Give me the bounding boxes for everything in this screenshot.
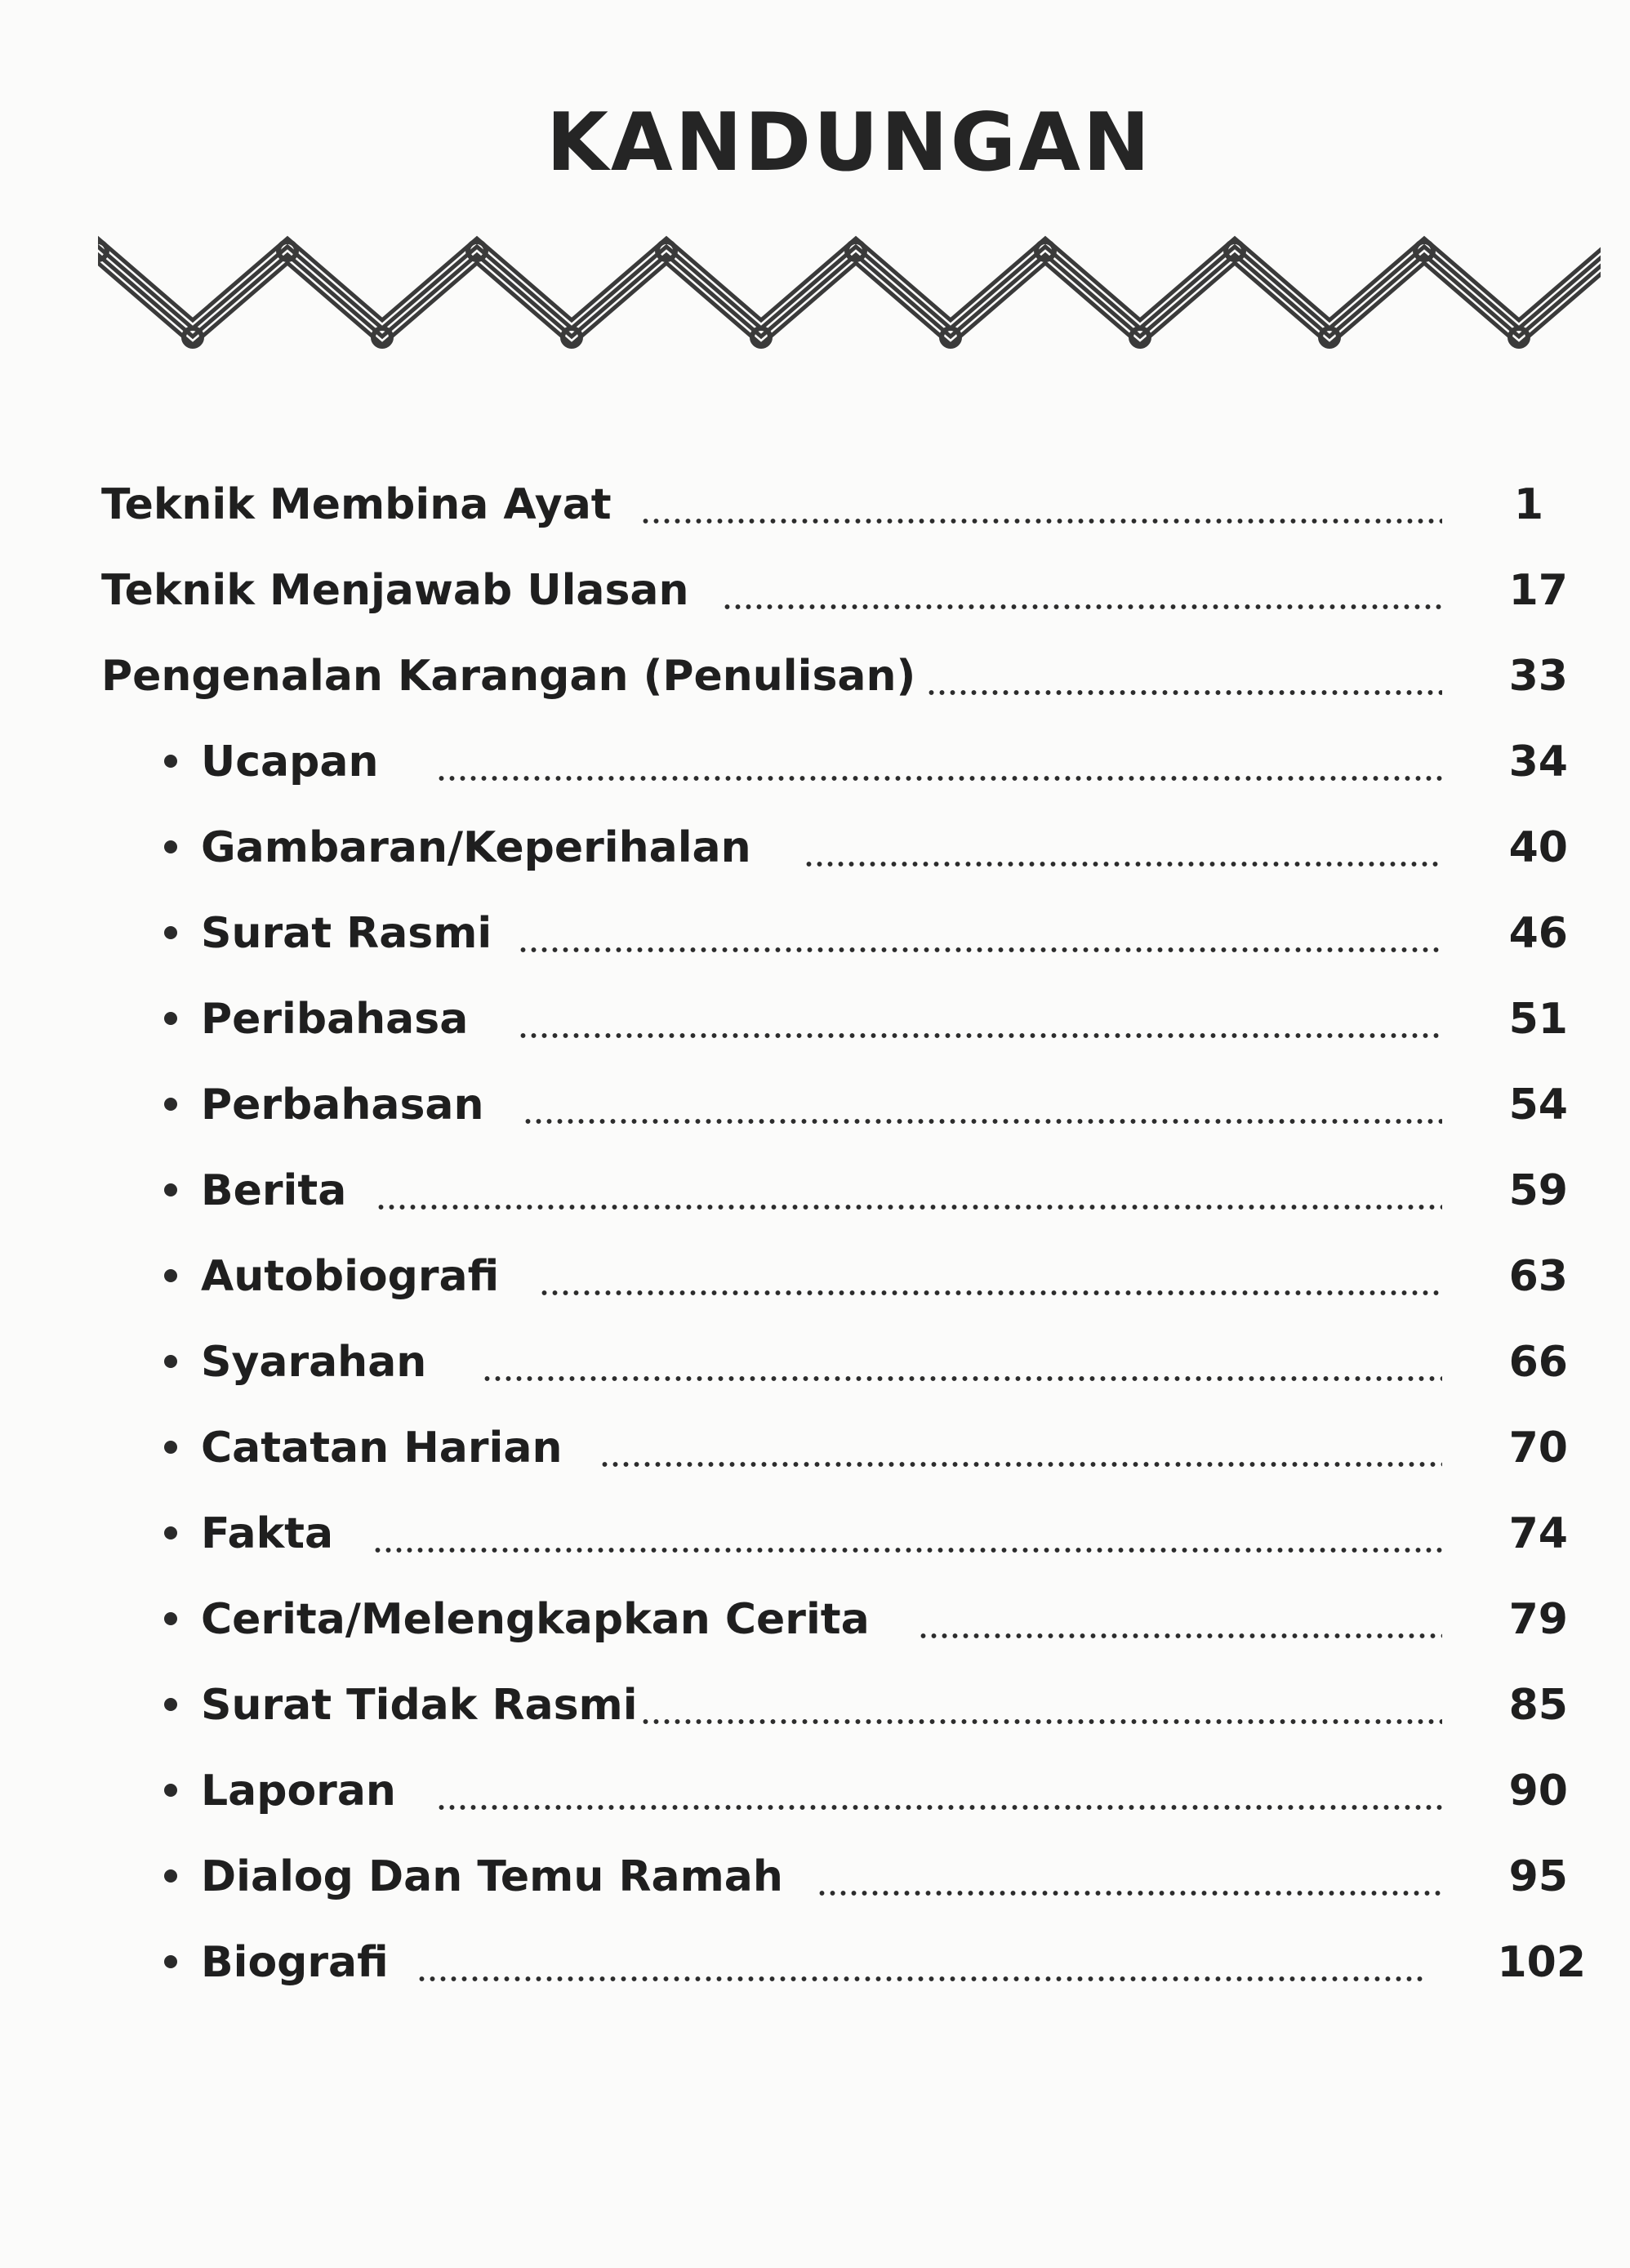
dot-leader [640, 518, 1442, 524]
bullet-icon [164, 755, 177, 768]
toc-entry-title: Perbahasan [201, 1081, 484, 1130]
bullet-icon [164, 1698, 177, 1711]
toc-entry-title: Teknik Menjawab Ulasan [101, 566, 689, 615]
dot-leader [482, 1375, 1442, 1382]
toc-entry[interactable] [201, 815, 751, 880]
dot-leader [436, 775, 1442, 782]
bullet-icon [164, 1012, 177, 1025]
toc-page-number: 70 [1508, 1424, 1568, 1473]
toc-entry-title: Berita [201, 1166, 347, 1215]
toc-page-number: 95 [1508, 1852, 1568, 1901]
bullet-icon [164, 1526, 177, 1539]
toc-page-number: 90 [1508, 1767, 1568, 1816]
dot-leader [599, 1461, 1442, 1468]
page-title: KANDUNGAN [546, 96, 1153, 189]
toc-page-number: 74 [1508, 1509, 1568, 1558]
bullet-icon [164, 1612, 177, 1625]
toc-page-number: 79 [1508, 1595, 1568, 1644]
toc-entry[interactable] [201, 1415, 562, 1481]
toc-page-number: 17 [1508, 566, 1568, 615]
dot-leader [372, 1547, 1442, 1553]
toc-entry-title: Dialog Dan Temu Ramah [201, 1852, 783, 1901]
dot-leader [722, 604, 1442, 610]
toc-entry-title: Surat Tidak Rasmi [201, 1681, 638, 1730]
toc-page-number: 102 [1497, 1938, 1586, 1987]
toc-entry-title: Peribahasa [201, 995, 469, 1044]
toc-entry-title: Biografi [201, 1938, 389, 1987]
bullet-icon [164, 1955, 177, 1968]
dot-leader [539, 1290, 1442, 1296]
toc-page-number: 63 [1508, 1252, 1568, 1301]
toc-entry-title: Teknik Membina Ayat [101, 480, 612, 529]
toc-entry[interactable] [201, 1072, 484, 1138]
toc-entry[interactable] [201, 1758, 396, 1824]
toc-page-number: 54 [1508, 1081, 1568, 1130]
toc-page-number: 33 [1508, 652, 1568, 701]
toc-entry[interactable] [201, 1930, 389, 1995]
toc-entry[interactable] [101, 472, 612, 537]
toc-entry[interactable] [201, 987, 468, 1052]
dot-leader [817, 1890, 1442, 1896]
toc-entry[interactable] [201, 729, 378, 795]
dot-leader [523, 1118, 1442, 1125]
toc-entry-title: Gambaran/Keperihalan [201, 823, 751, 872]
toc-entry-title: Ucapan [201, 737, 379, 786]
dot-leader [804, 861, 1442, 867]
toc-page-number: 66 [1508, 1338, 1568, 1387]
dot-leader [416, 1976, 1426, 1982]
toc-page-number: 40 [1508, 823, 1568, 872]
dot-leader [518, 1032, 1442, 1039]
toc-page-number: 34 [1508, 737, 1568, 786]
toc-entry[interactable] [201, 1501, 333, 1566]
toc-entry-title: Laporan [201, 1767, 396, 1816]
bullet-icon [164, 1441, 177, 1454]
toc-entry-title: Surat Rasmi [201, 909, 492, 958]
toc-entry[interactable] [201, 1844, 783, 1909]
bullet-icon [164, 840, 177, 853]
toc-entry-title: Cerita/Melengkapkan Cerita [201, 1595, 870, 1644]
toc-entry-title: Catatan Harian [201, 1424, 563, 1473]
toc-entry-title: Pengenalan Karangan (Penulisan) [101, 652, 916, 701]
toc-entry[interactable] [201, 901, 492, 966]
toc-page-number: 59 [1508, 1166, 1568, 1215]
bullet-icon [164, 1098, 177, 1111]
bullet-icon [164, 1869, 177, 1883]
dot-leader [436, 1804, 1442, 1811]
toc-entry[interactable] [201, 1587, 870, 1652]
bullet-icon [164, 1355, 177, 1368]
toc-entry[interactable] [201, 1244, 499, 1309]
toc-page-number: 85 [1508, 1681, 1568, 1730]
dot-leader [640, 1718, 1442, 1725]
toc-entry-title: Syarahan [201, 1338, 427, 1387]
dot-leader [376, 1204, 1442, 1210]
toc-entry[interactable] [201, 1673, 638, 1738]
dot-leader [518, 947, 1442, 953]
toc-entry[interactable] [201, 1158, 346, 1223]
toc-page-number: 46 [1508, 909, 1568, 958]
bullet-icon [164, 1784, 177, 1797]
dot-leader [918, 1633, 1442, 1639]
toc-entry[interactable] [201, 1330, 426, 1395]
dot-leader [926, 689, 1442, 696]
toc-entry[interactable] [101, 558, 689, 623]
toc-entry-title: Autobiografi [201, 1252, 500, 1301]
bullet-icon [164, 1183, 177, 1196]
toc-entry[interactable] [101, 644, 915, 709]
toc-page-number: 51 [1508, 995, 1568, 1044]
toc-entry-title: Fakta [201, 1509, 334, 1558]
bullet-icon [164, 926, 177, 939]
toc-page-number: 1 [1513, 480, 1543, 529]
bullet-icon [164, 1269, 177, 1282]
